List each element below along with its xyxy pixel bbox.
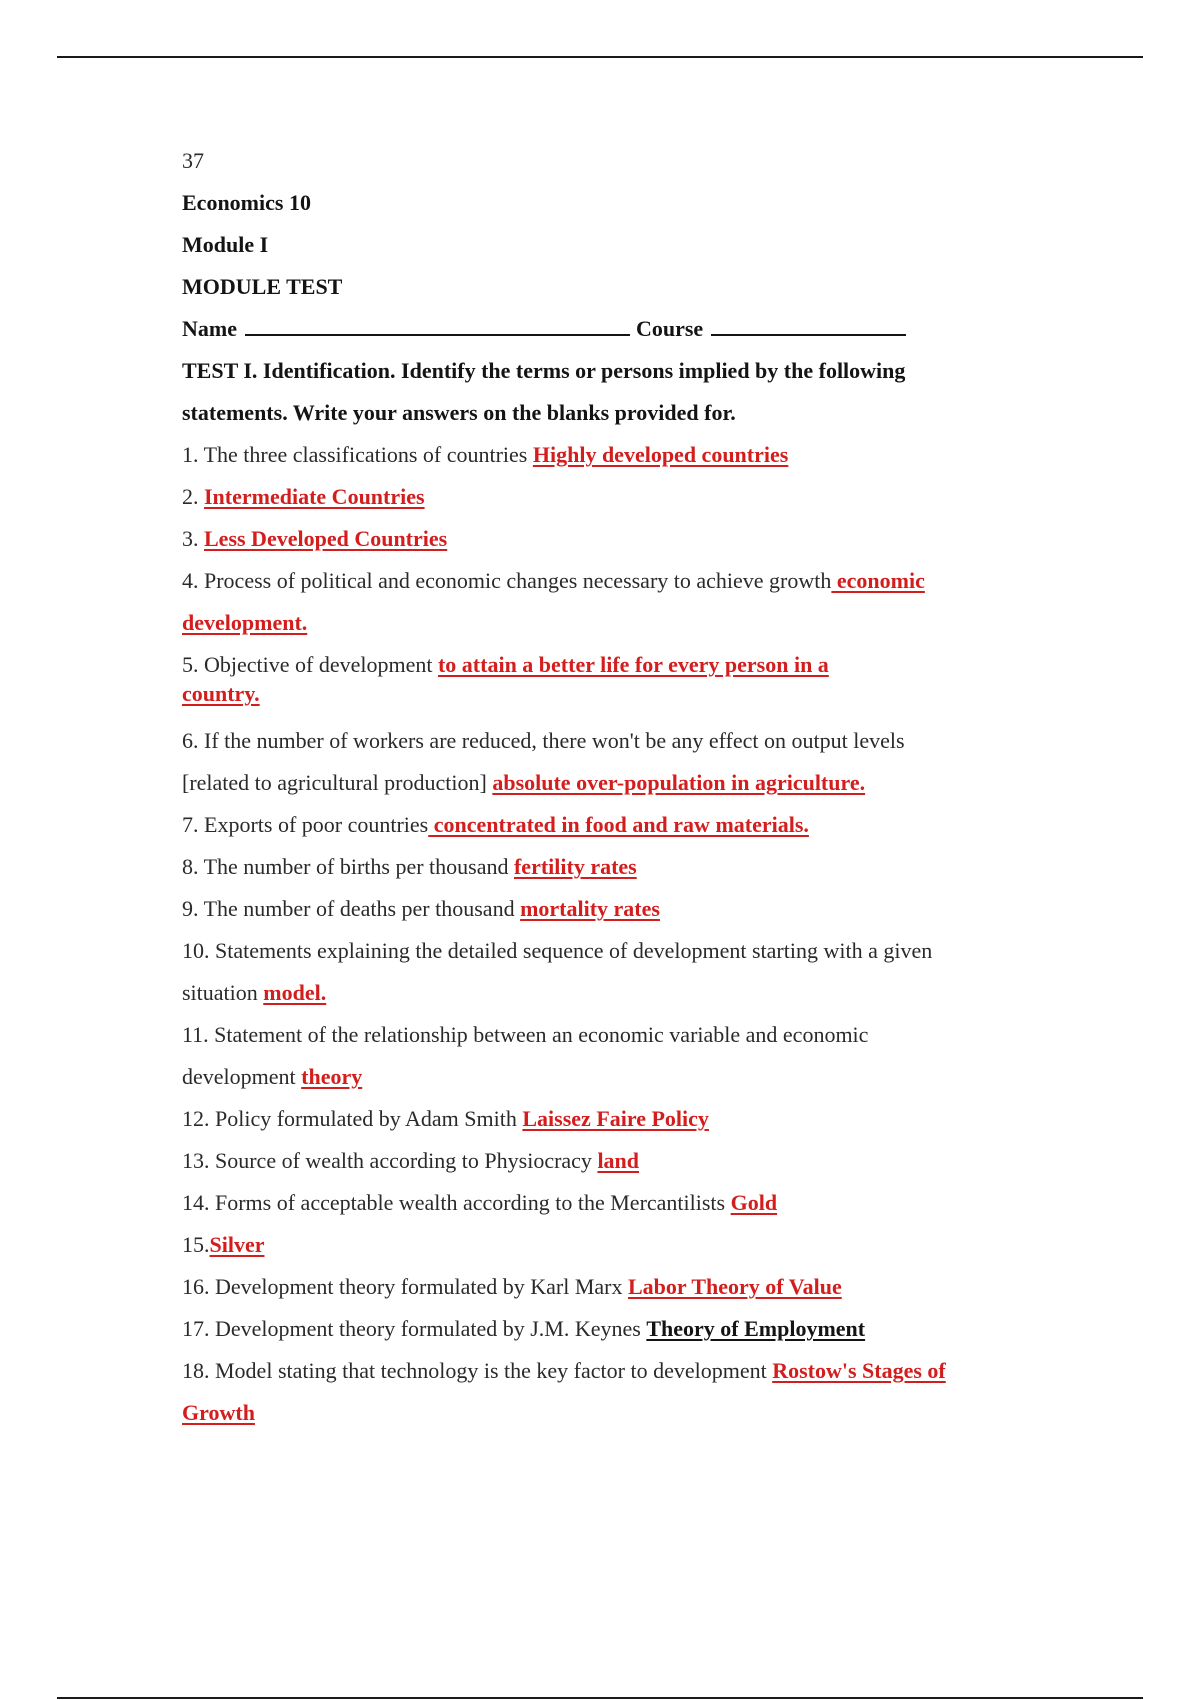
question-text: [related to agricultural production] — [182, 770, 493, 795]
question-text: 8. The number of births per thousand — [182, 854, 514, 879]
answer: Rostow's Stages of — [772, 1358, 946, 1383]
question-1 — [182, 434, 1062, 476]
answer: to attain a better life for every person in a — [437, 652, 829, 677]
answer: Growth — [182, 1400, 255, 1425]
question-12 — [182, 1098, 1062, 1140]
top-rule — [57, 56, 1143, 58]
answer: Intermediate Countries — [204, 484, 425, 509]
question-5-continued — [182, 679, 1062, 708]
question-10: 10. Statements explaining the detailed sequence of development starting with a given — [182, 938, 933, 963]
answer: Silver — [209, 1232, 265, 1257]
question-text: 13. Source of wealth according to Physiocracy — [182, 1148, 598, 1173]
question-16 — [182, 1266, 1062, 1308]
question-text: 16. Development theory formulated by Karl Marx — [182, 1274, 628, 1299]
name-blank[interactable] — [245, 312, 630, 336]
question-2 — [182, 476, 1062, 518]
answer: Gold — [730, 1190, 778, 1215]
question-5 — [182, 650, 1062, 679]
module-title: Module I — [182, 232, 269, 257]
course-blank[interactable] — [711, 312, 906, 336]
document-body — [182, 140, 1062, 1434]
page-number: 37 — [182, 148, 204, 173]
question-6-continued — [182, 762, 1062, 804]
question-text: 15. — [182, 1232, 210, 1257]
question-text: 5. Objective of development — [182, 652, 438, 677]
question-9 — [182, 888, 1062, 930]
question-text: 4. Process of political and economic changes necessary to achieve growth — [182, 568, 832, 593]
answer: land — [597, 1148, 640, 1173]
subject-title: Economics 10 — [182, 190, 311, 215]
name-label: Name — [182, 316, 237, 341]
answer: theory — [301, 1064, 363, 1089]
question-11: 11. Statement of the relationship between an economic variable and economic — [182, 1022, 869, 1047]
name-course-row — [182, 308, 1062, 350]
question-text: 14. Forms of acceptable wealth according to the Mercantilists — [182, 1190, 731, 1215]
question-14 — [182, 1182, 1062, 1224]
answer: absolute over-population in agriculture. — [492, 770, 866, 795]
question-10-continued — [182, 972, 1062, 1014]
answer: Labor Theory of Value — [627, 1274, 842, 1299]
answer: Laissez Faire Policy — [522, 1106, 709, 1131]
answer: development. — [182, 610, 308, 635]
question-4-continued — [182, 602, 1062, 644]
answer: Less Developed Countries — [204, 526, 448, 551]
answer: Highly developed countries — [532, 442, 789, 467]
question-8 — [182, 846, 1062, 888]
question-15 — [182, 1224, 1062, 1266]
question-text: 1. The three classifications of countries — [182, 442, 533, 467]
question-text: development — [182, 1064, 302, 1089]
course-label: Course — [635, 316, 704, 341]
question-4 — [182, 560, 1062, 602]
answer: economic — [831, 568, 925, 593]
question-18-continued — [182, 1392, 1062, 1434]
test-title: MODULE TEST — [182, 274, 343, 299]
question-3 — [182, 518, 1062, 560]
question-text: 9. The number of deaths per thousand — [182, 896, 521, 921]
question-13 — [182, 1140, 1062, 1182]
answer: mortality rates — [520, 896, 660, 921]
answer: country. — [182, 681, 260, 706]
question-text: 3. — [182, 526, 204, 551]
question-text: 18. Model stating that technology is the key factor to development — [182, 1358, 773, 1383]
question-18 — [182, 1350, 1062, 1392]
question-6: 6. If the number of workers are reduced, there won't be any effect on output levels — [182, 728, 905, 753]
answer: Theory of Employment — [646, 1316, 866, 1341]
question-11-continued — [182, 1056, 1062, 1098]
answer: fertility rates — [513, 854, 637, 879]
question-text: 17. Development theory formulated by J.M. Keynes — [182, 1316, 647, 1341]
question-text: 12. Policy formulated by Adam Smith — [182, 1106, 523, 1131]
instructions-line-1: TEST I. Identification. Identify the terms or persons implied by the following — [182, 358, 906, 383]
question-text: situation — [182, 980, 264, 1005]
instructions-line-2: statements. Write your answers on the blanks provided for. — [182, 400, 736, 425]
question-text: 2. — [182, 484, 204, 509]
bottom-rule — [57, 1697, 1143, 1699]
answer: concentrated in food and raw materials. — [428, 812, 809, 837]
question-7 — [182, 804, 1062, 846]
question-text: 7. Exports of poor countries — [182, 812, 429, 837]
question-17 — [182, 1308, 1062, 1350]
answer: model. — [263, 980, 327, 1005]
